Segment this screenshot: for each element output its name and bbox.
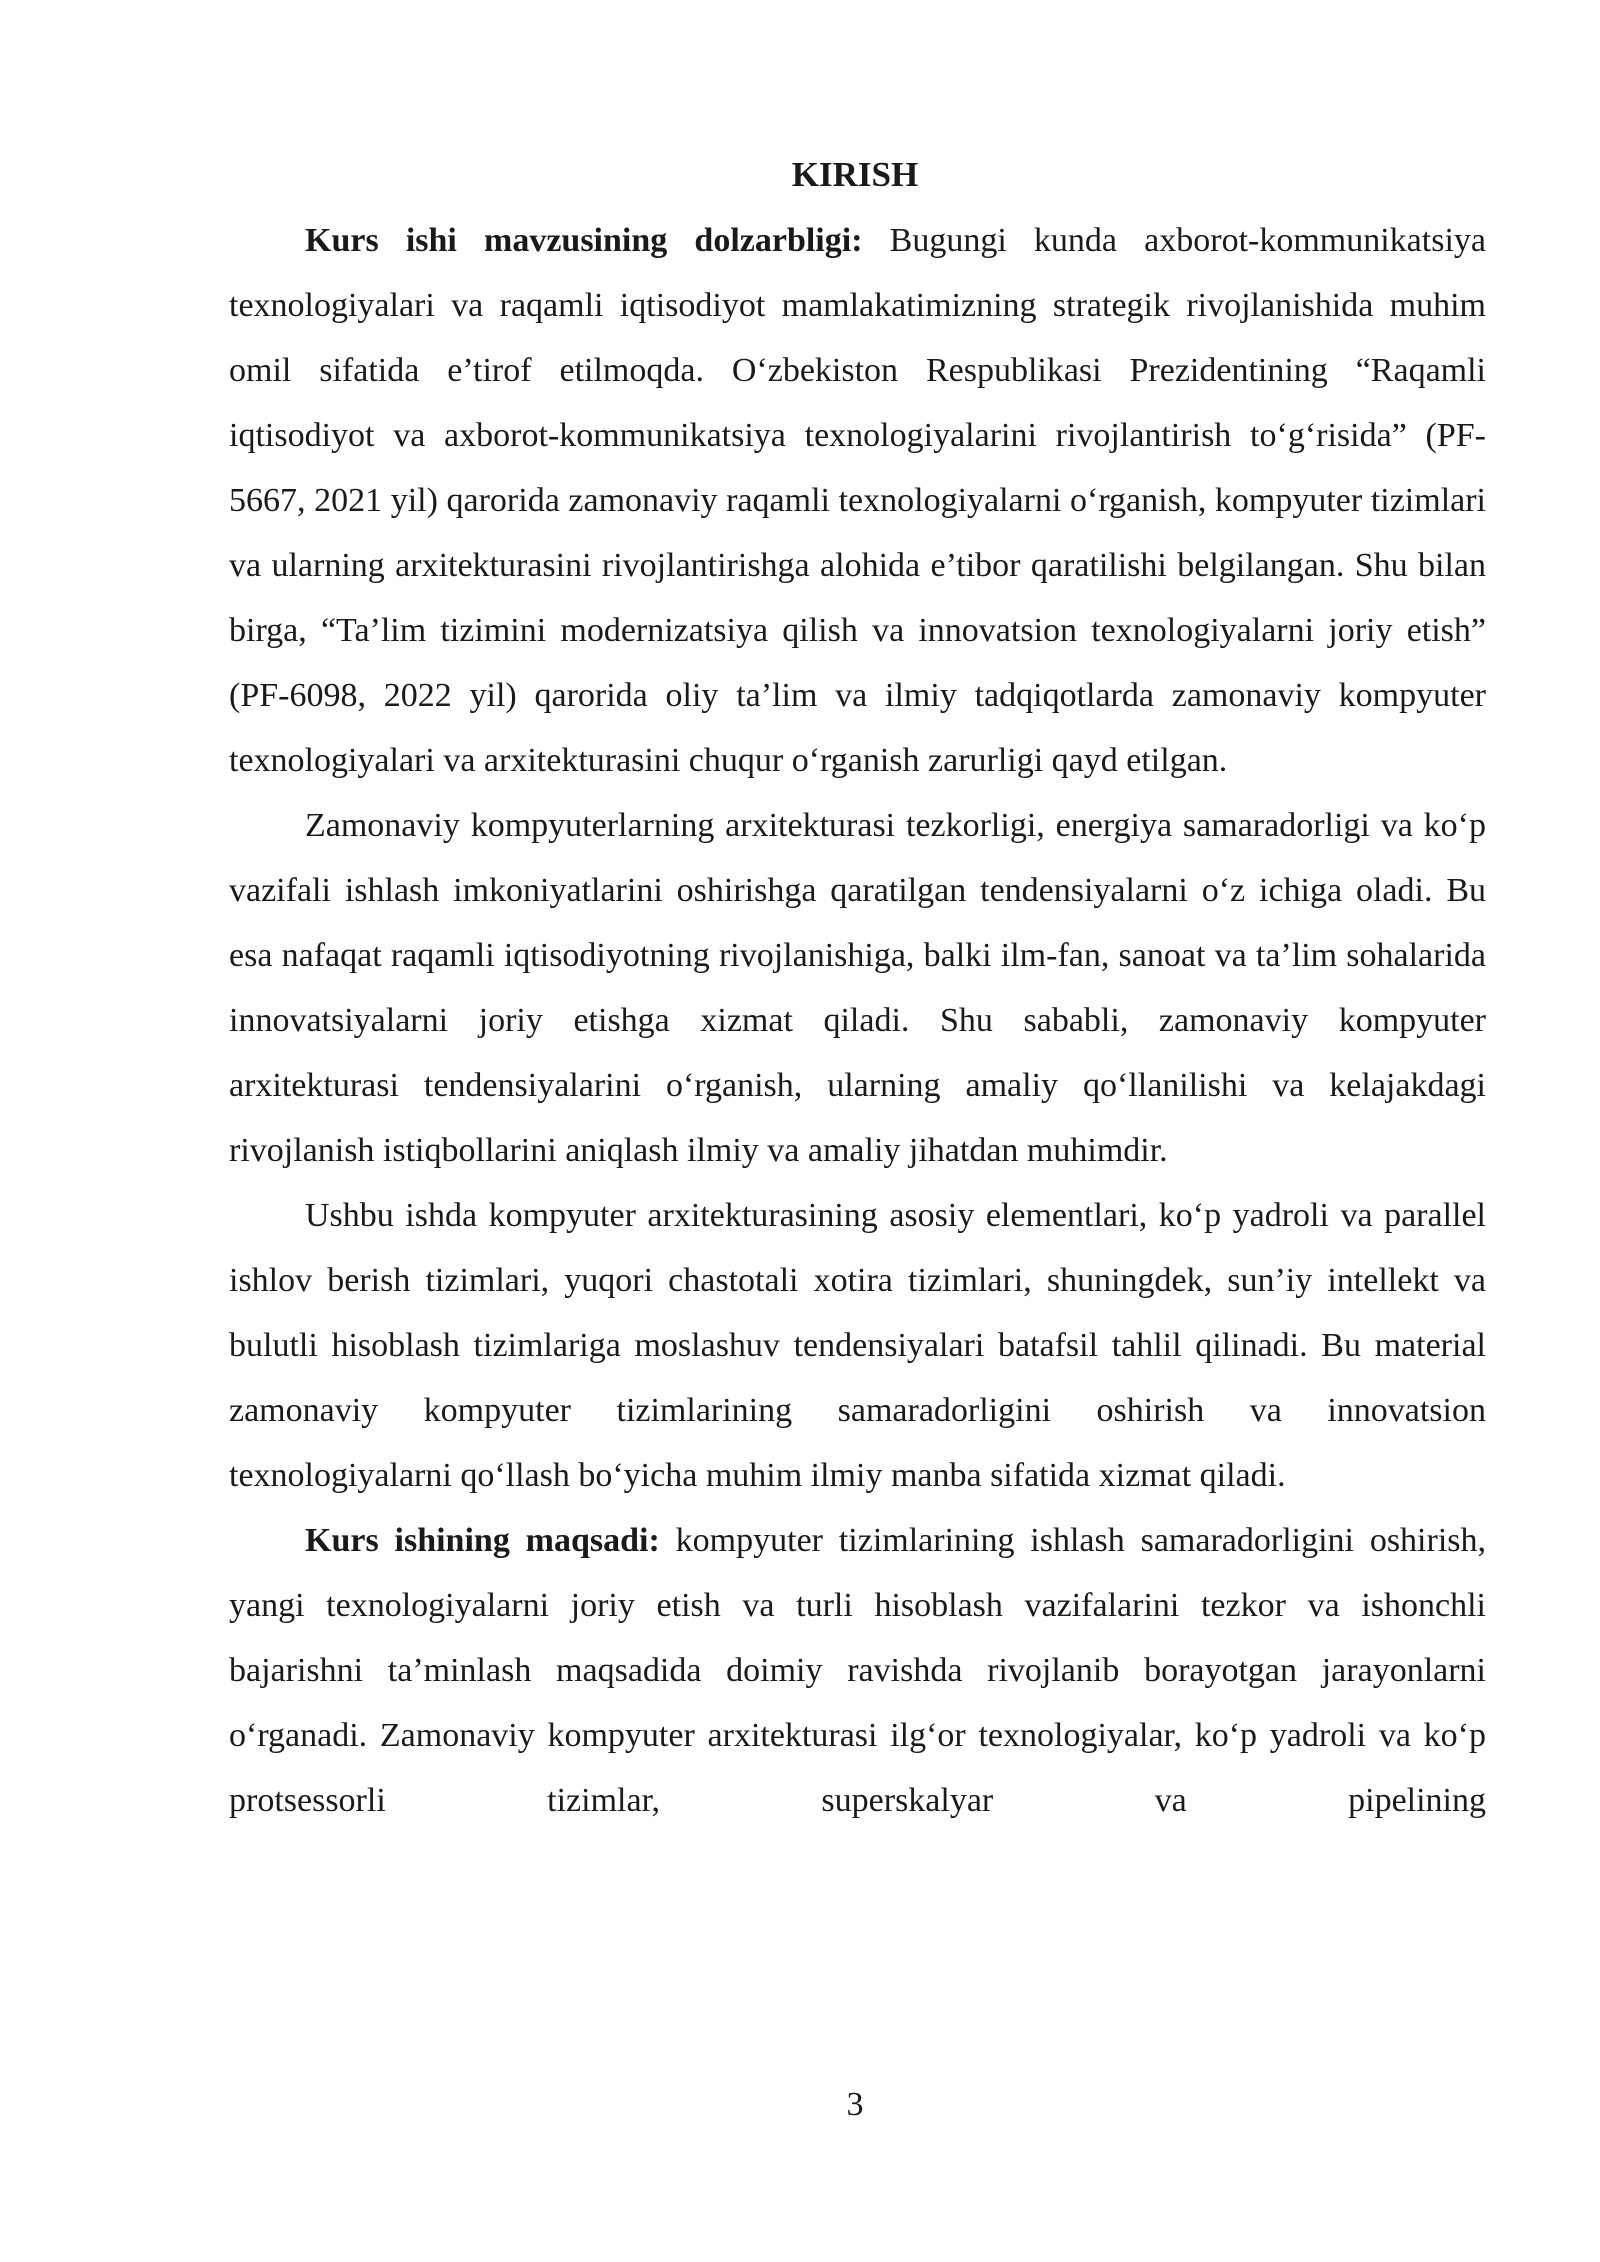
- paragraph-text: Bugungi kunda axborot-kommunikatsiya texnologiyalari va raqamli iqtisodiyot mamlakatimizning strategik rivojlanishida muhim omil sifatida e’tirof etilmoqda. O‘zbekiston Respublikasi Prezidentining “Raqamli iqtisodiyot va axborot-kommunikatsiya texnologiyalarini rivojlantirish to‘g‘risida” (PF-5667, 2021 yil) qarorida zamonaviy raqamli texnologiyalarni o‘rganish, kompyuter tizimlari va ularning arxitekturasini rivojlantirishga alohida e’tibor qaratilishi belgilangan. Shu bilan birga, “Ta’lim tizimini modernizatsiya qilish va innovatsion texnologiyalarni joriy etish” (PF-6098, 2022 yil) qarorida oliy ta’lim va ilmiy tadqiqotlarda zamonaviy kompyuter texnologiyalari va arxitekturasini chuqur o‘rganish zarurligi qayd etilgan.: [229, 222, 1486, 779]
- page-title: KIRISH: [791, 155, 919, 194]
- paragraph-text: Zamonaviy kompyuterlarning arxitekturasi tezkorligi, energiya samaradorligi va ko‘p vazifali ishlash imkoniyatlarini oshirishga qaratilgan tendensiyalarni o‘z ichiga oladi. Bu esa nafaqat raqamli iqtisodiyotning rivojlanishiga, balki ilm-fan, sanoat va ta’lim sohalarida innovatsiyalarni joriy etishga xizmat qiladi. Shu sababli, zamonaviy kompyuter arxitekturasi tendensiyalarini o‘rganish, ularning amaliy qo‘llanilishi va kelajakdagi rivojlanish istiqbollarini aniqlash ilmiy va amaliy jihatdan muhimdir.: [229, 807, 1486, 1169]
- paragraph-lead: Kurs ishining maqsadi:: [305, 1522, 660, 1559]
- paragraph-scope: [229, 1183, 1486, 1508]
- paragraph-lead: Kurs ishi mavzusining dolzarbligi:: [305, 222, 863, 259]
- page-number: 3: [846, 2086, 864, 2123]
- document-body: [229, 208, 1486, 1833]
- paragraph-goal: [229, 1508, 1486, 1833]
- paragraph-relevance: [229, 208, 1486, 793]
- paragraph-text: kompyuter tizimlarining ishlash samaradorligini oshirish, yangi texnologiyalarni joriy etish va turli hisoblash vazifalarini tezkor va ishonchli bajarishni ta’minlash maqsadida doimiy ravishda rivojlanib borayotgan jarayonlarni o‘rganadi. Zamonaviy kompyuter arxitekturasi ilg‘or texnologiyalar, ko‘p yadroli va ko‘p protsessorli tizimlar, superskalyar va pipelining: [229, 1522, 1487, 1819]
- paragraph-text: Ushbu ishda kompyuter arxitekturasining asosiy elementlari, ko‘p yadroli va parallel ishlov berish tizimlari, yuqori chastotali xotira tizimlari, shuningdek, sun’iy intellekt va bulutli hisoblash tizimlariga moslashuv tendensiyalari batafsil tahlil qilinadi. Bu material zamonaviy kompyuter tizimlarining samaradorligini oshirish va innovatsion texnologiyalarni qo‘llash bo‘yicha muhim ilmiy manba sifatida xizmat qiladi.: [229, 1197, 1486, 1494]
- paragraph-architecture: [229, 793, 1486, 1183]
